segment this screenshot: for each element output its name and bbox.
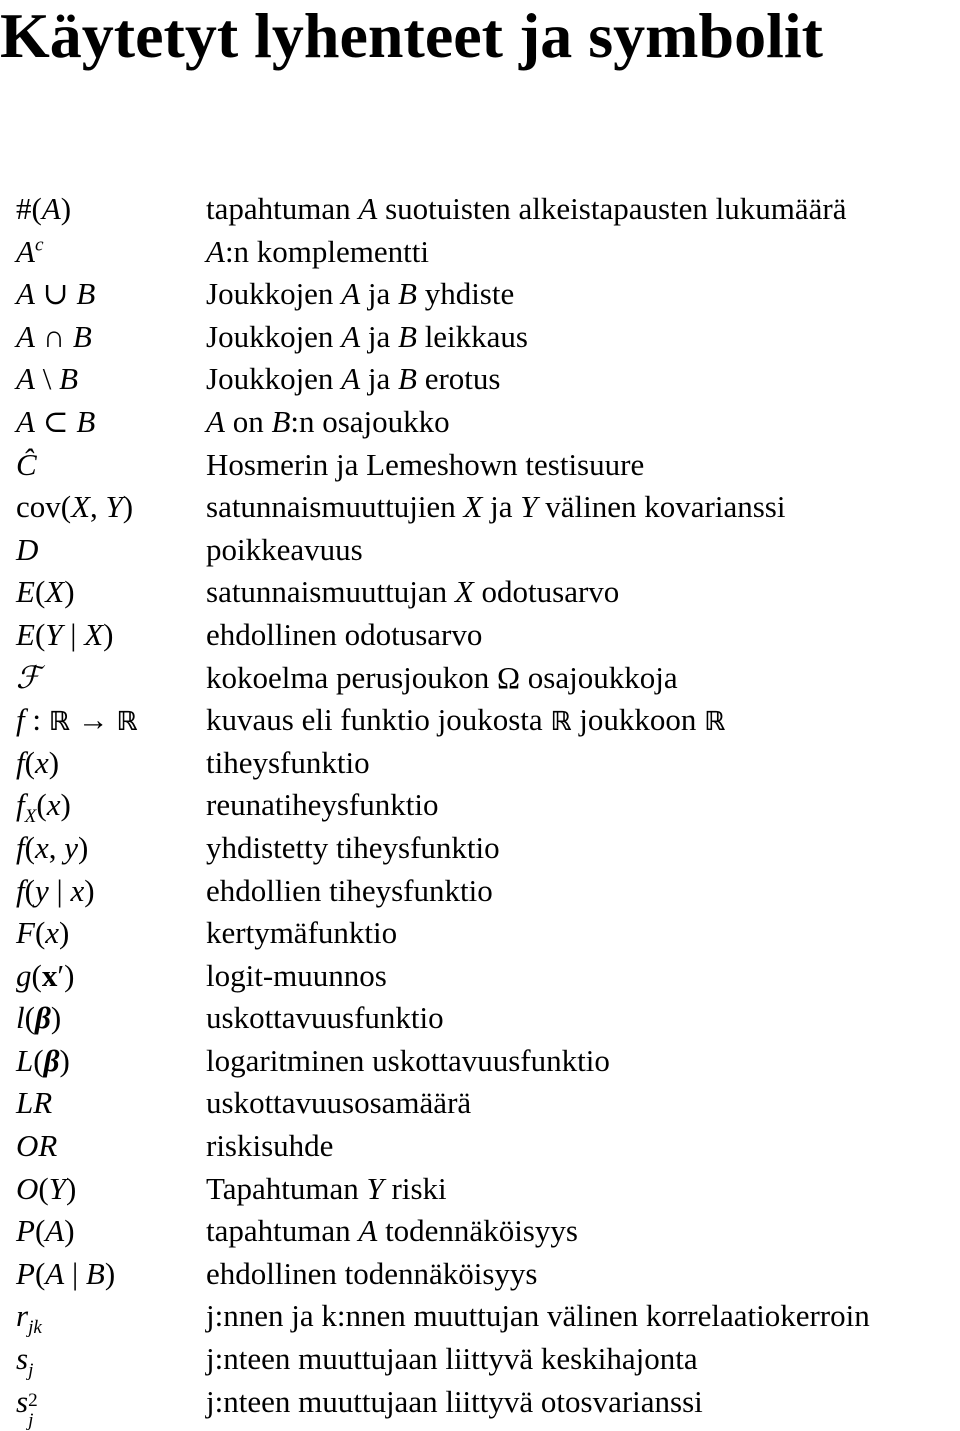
symbol: f(y | x): [16, 872, 95, 908]
list-item: [0, 657, 960, 700]
list-item: [0, 870, 960, 913]
list-item: [0, 742, 960, 785]
page-title: Käytetyt lyhenteet ja symbolit: [0, 0, 823, 71]
symbol: E(Y | X): [16, 616, 114, 652]
description: satunnaismuuttujien X ja Y välinen kovarianssi: [206, 489, 786, 525]
list-item: [0, 827, 960, 870]
list-item: [0, 614, 960, 657]
description: kuvaus eli funktio joukosta ℝ joukkoon ℝ: [206, 702, 726, 738]
list-item: [0, 571, 960, 614]
symbol: s 2 j: [16, 1383, 38, 1431]
description: uskottavuusfunktio: [206, 1000, 444, 1036]
description: reunatiheysfunktio: [206, 787, 439, 823]
description: tapahtuman A suotuisten alkeistapausten lukumäärä: [206, 191, 847, 226]
symbol: OR: [16, 1128, 58, 1164]
symbol: $A^c$: [16, 233, 44, 269]
description: kokoelma perusjoukon Ω osajoukkoja: [206, 659, 678, 695]
symbol-list: [0, 188, 960, 1431]
symbol: P(A): [16, 1213, 75, 1249]
list-item: [0, 444, 960, 487]
list-item: [0, 1125, 960, 1168]
description: ehdollinen todennäköisyys: [206, 1255, 538, 1291]
symbol: $r_{jk}$: [16, 1298, 42, 1339]
symbol: A ∪ B: [16, 276, 96, 312]
description: yhdistetty tiheysfunktio: [206, 829, 500, 865]
description: ehdollien tiheysfunktio: [206, 872, 493, 908]
list-item: [0, 1338, 960, 1381]
list-item: [0, 273, 960, 316]
description: Joukkojen A ja B erotus: [206, 361, 501, 397]
list-item: [0, 1210, 960, 1253]
description: Hosmerin ja Lemeshown testisuure: [206, 446, 645, 482]
symbol: A ∩ B: [16, 318, 92, 354]
list-item: [0, 955, 960, 998]
description: tiheysfunktio: [206, 744, 370, 780]
description: poikkeavuus: [206, 531, 363, 567]
description: kertymäfunktio: [206, 915, 398, 951]
list-item: [0, 358, 960, 401]
list-item: [0, 1168, 960, 1211]
symbol: A ⊂ B: [16, 403, 96, 439]
description: satunnaismuuttujan X odotusarvo: [206, 574, 620, 610]
symbol: P(A | B): [16, 1255, 116, 1291]
list-item: [0, 1253, 960, 1296]
description: logaritminen uskottavuusfunktio: [206, 1042, 610, 1078]
list-item: [0, 1082, 960, 1125]
description: logit-muunnos: [206, 957, 387, 993]
list-item: [0, 912, 960, 955]
description: tapahtuman A todennäköisyys: [206, 1213, 578, 1249]
list-item: [0, 997, 960, 1040]
description: Tapahtuman Y riski: [206, 1170, 447, 1206]
list-item: [0, 784, 960, 827]
symbol: ℱ: [16, 659, 41, 695]
symbol: g(x′): [16, 957, 75, 993]
symbol: f : ℝ → ℝ: [16, 702, 138, 738]
list-item: [0, 699, 960, 742]
list-item: [0, 1381, 960, 1431]
symbol: #(A): [16, 191, 72, 226]
list-item: [0, 1040, 960, 1083]
symbol: f(x): [16, 744, 60, 780]
symbol: f(x, y): [16, 829, 89, 865]
description: j:nteen muuttujaan liittyvä otosvarianssi: [206, 1383, 703, 1419]
symbol: F(x): [16, 915, 70, 951]
description: j:nteen muuttujaan liittyvä keskihajonta: [206, 1341, 698, 1377]
description: A:n komplementti: [206, 233, 429, 269]
description: Joukkojen A ja B yhdiste: [206, 276, 515, 312]
description: ehdollinen odotusarvo: [206, 616, 483, 652]
symbol: $f_X(x)$: [16, 787, 71, 828]
description: Joukkojen A ja B leikkaus: [206, 318, 528, 354]
symbol: LR: [16, 1085, 53, 1121]
symbol: E(X): [16, 574, 75, 610]
list-item: [0, 529, 960, 572]
symbol: $s_j$: [16, 1341, 34, 1382]
symbol: D: [16, 531, 39, 567]
symbol: Ĉ: [16, 446, 37, 482]
symbol: l(β): [16, 1000, 62, 1036]
list-item: [0, 188, 960, 231]
list-item: [0, 401, 960, 444]
symbol: L(β): [16, 1042, 70, 1078]
list-item: [0, 486, 960, 529]
list-item: [0, 231, 960, 274]
symbol: O(Y): [16, 1170, 77, 1206]
description: uskottavuusosamäärä: [206, 1085, 472, 1121]
description: j:nnen ja k:nnen muuttujan välinen korrelaatiokerroin: [206, 1298, 870, 1334]
description: A on B:n osajoukko: [206, 403, 450, 439]
symbol: cov(X, Y): [16, 489, 134, 525]
description: riskisuhde: [206, 1128, 334, 1164]
symbol: A \ B: [16, 361, 78, 397]
list-item: [0, 1295, 960, 1338]
list-item: [0, 316, 960, 359]
